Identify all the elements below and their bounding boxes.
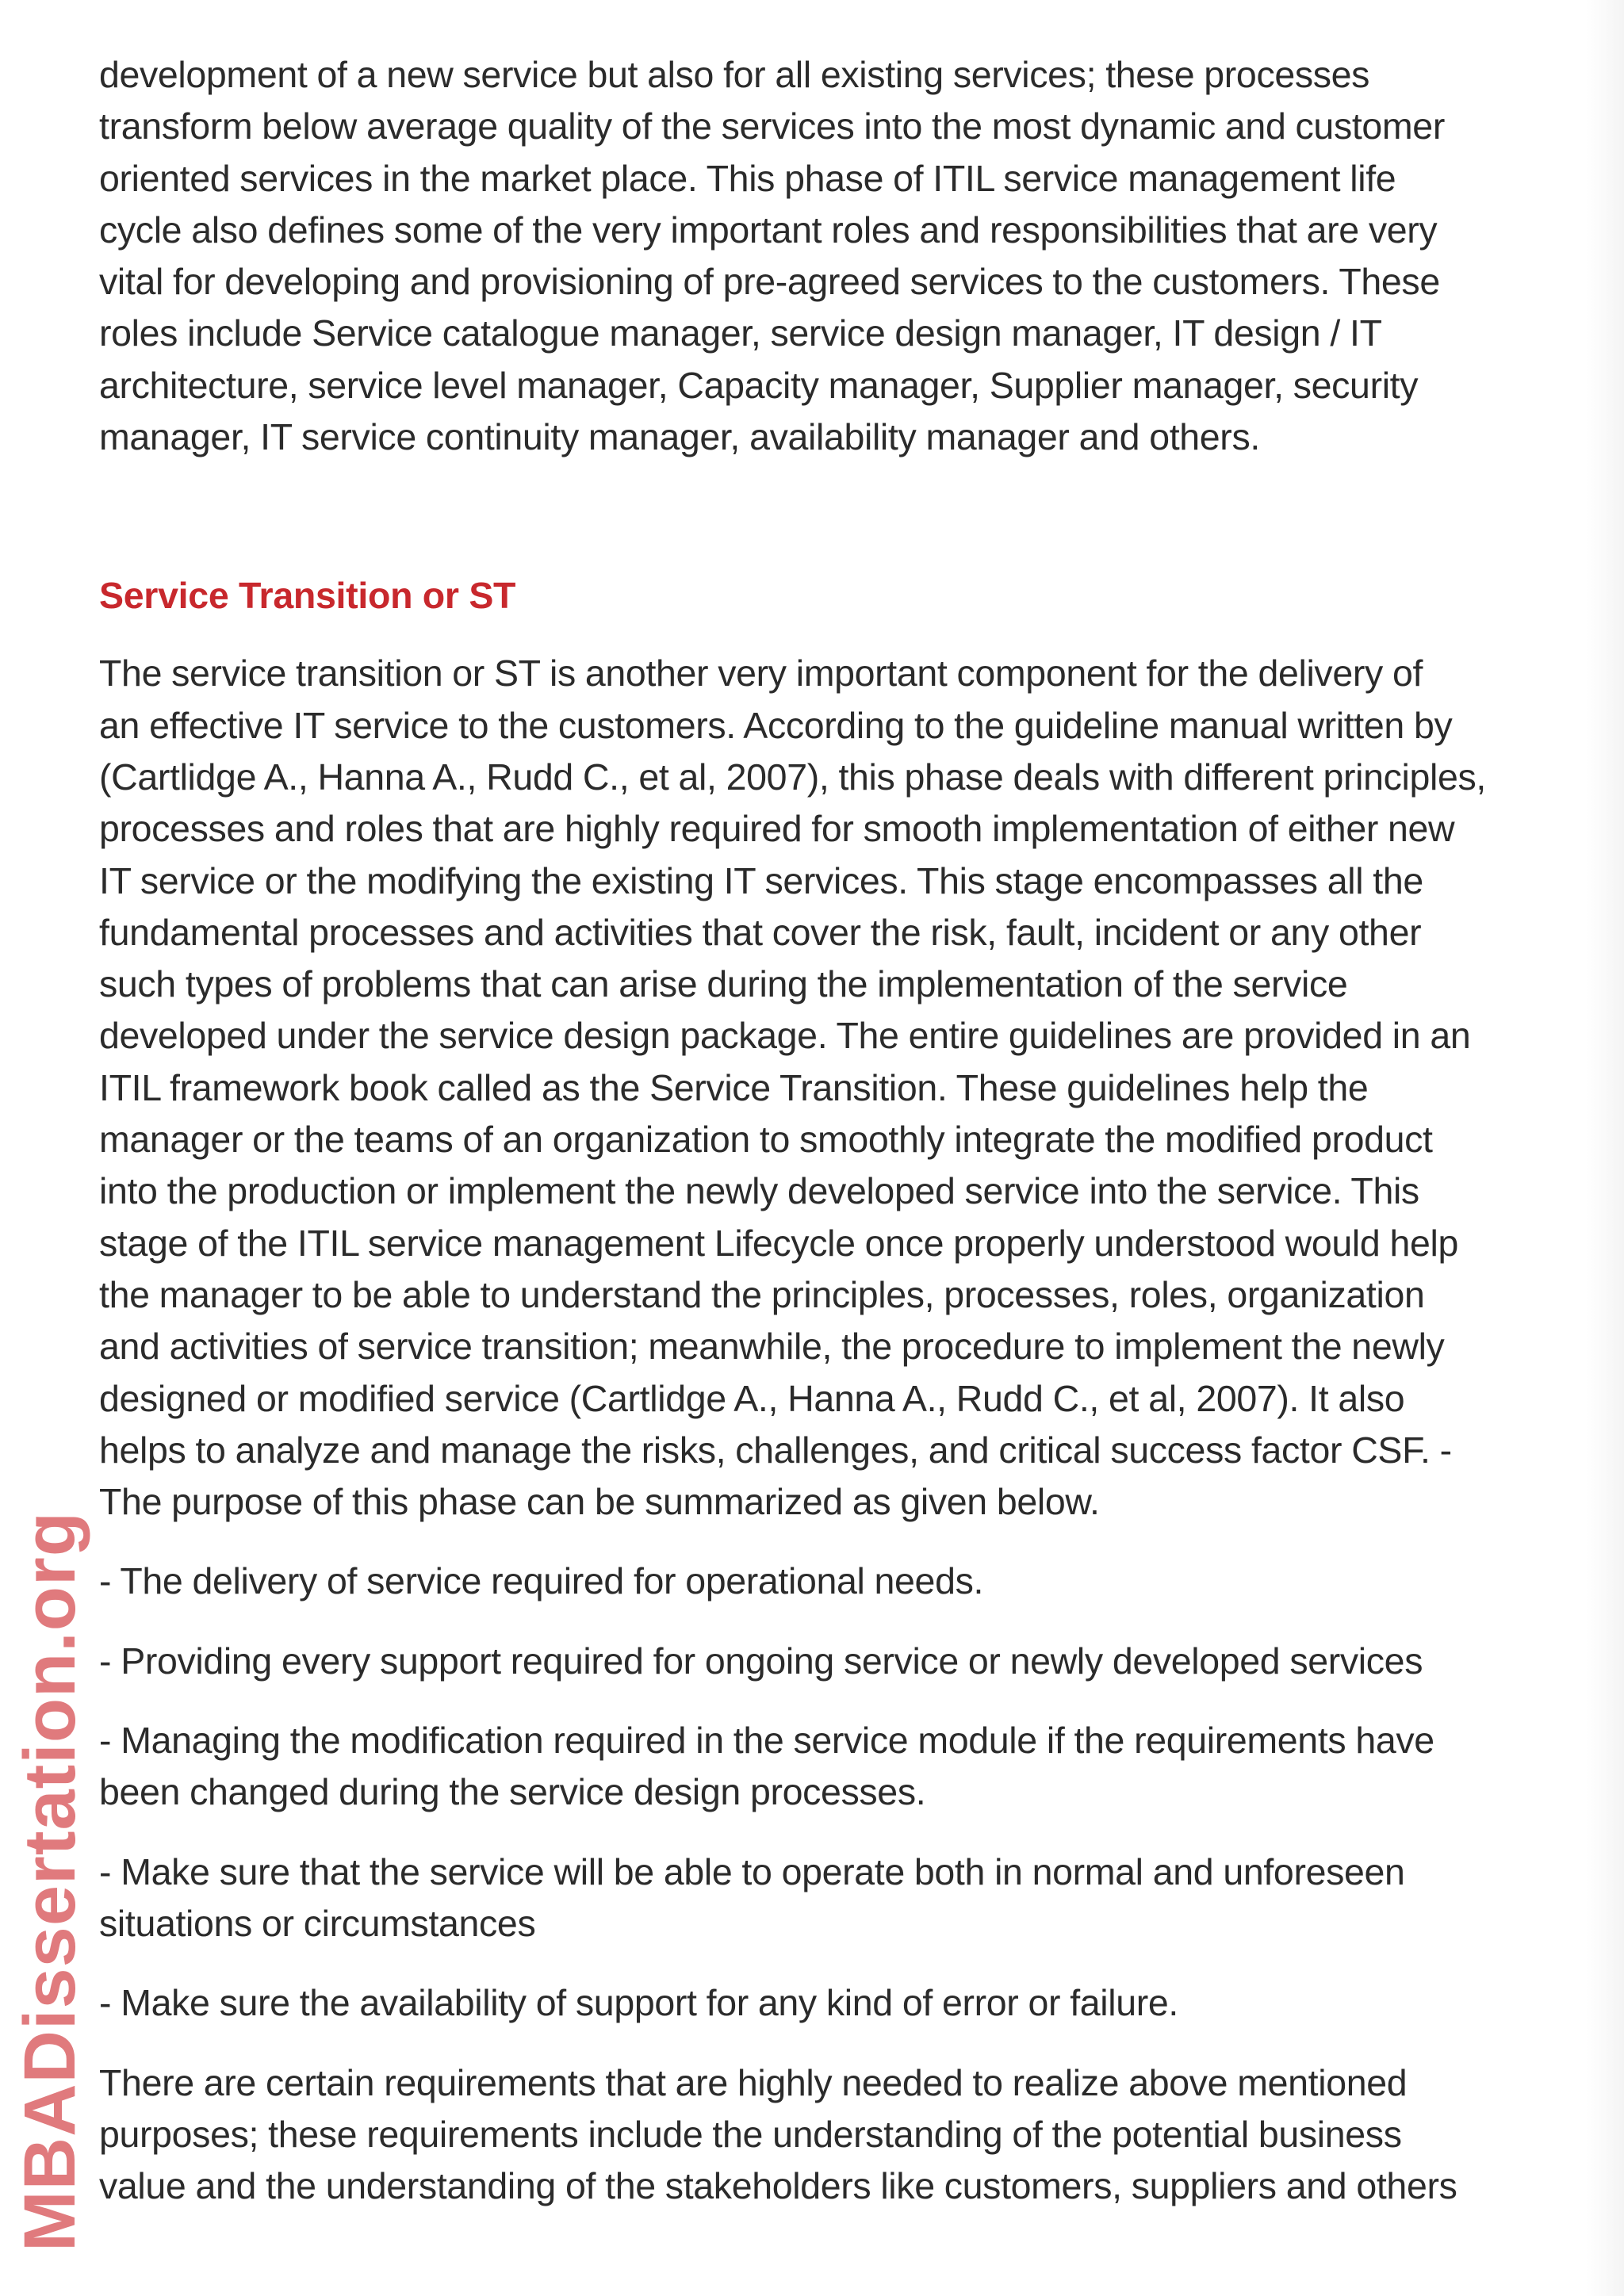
text-line: stage of the ITIL service management Lifecycle once properly understood would help [99, 1222, 1459, 1264]
intro-paragraph [99, 49, 1526, 463]
st-paragraph [99, 648, 1526, 1528]
paragraph-spacer [99, 1528, 1526, 1556]
text-line: - The delivery of service required for operational needs. [99, 1560, 984, 1602]
text-line: and activities of service transition; meanwhile, the procedure to implement the newly [99, 1326, 1445, 1368]
text-line: manager or the teams of an organization to smoothly integrate the modified product [99, 1119, 1433, 1161]
closing-paragraph [99, 2057, 1526, 2213]
paragraph-spacer [99, 1819, 1526, 1846]
text-line: into the production or implement the newly developed service into the service. This [99, 1170, 1419, 1212]
text-line: The service transition or ST is another very important component for the delivery of [99, 652, 1423, 695]
purpose-item [99, 1636, 1526, 1687]
text-line: the manager to be able to understand the principles, processes, roles, organization [99, 1273, 1425, 1315]
text-line: value and the understanding of the stakeholders like customers, suppliers and others [99, 2165, 1457, 2207]
purpose-item [99, 1846, 1526, 1950]
text-line: developed under the service design package. The entire guidelines are provided in an [99, 1015, 1471, 1057]
text-line: roles include Service catalogue manager, service design manager, IT design / IT [99, 312, 1382, 354]
text-line: manager, IT service continuity manager, availability manager and others. [99, 416, 1260, 458]
paragraph-spacer [99, 2030, 1526, 2057]
text-line: - Make sure the availability of support for any kind of error or failure. [99, 1982, 1178, 2024]
text-line: - Providing every support required for ongoing service or newly developed services [99, 1640, 1423, 1682]
text-line: cycle also defines some of the very important roles and responsibilities that are very [99, 209, 1438, 251]
text-line: architecture, service level manager, Capacity manager, Supplier manager, security [99, 364, 1419, 406]
text-line: - Make sure that the service will be able to operate both in normal and unforeseen [99, 1850, 1405, 1892]
heading-spacer [99, 622, 1526, 648]
section-heading: Service Transition or ST [99, 575, 516, 617]
text-line: The purpose of this phase can be summarized as given below. [99, 1481, 1100, 1523]
text-line: development of a new service but also for all existing services; these processes [99, 54, 1370, 95]
text-line: oriented services in the market place. This phase of ITIL service management life [99, 157, 1396, 199]
text-line: vital for developing and provisioning of pre-agreed services to the customers. These [99, 261, 1440, 303]
text-line: - Managing the modification required in the service module if the requirements have [99, 1720, 1434, 1762]
page-content [99, 49, 1526, 2212]
section-spacer [99, 463, 1526, 570]
text-line: designed or modified service (Cartlidge A., Hanna A., Rudd C., et al, 2007). It also [99, 1377, 1405, 1419]
purpose-item [99, 1715, 1526, 1819]
text-line: (Cartlidge A., Hanna A., Rudd C., et al, 2007), this phase deals with different principles, [99, 756, 1486, 798]
paragraph-spacer [99, 1950, 1526, 1977]
text-line: situations or circumstances [99, 1902, 536, 1944]
text-line: purposes; these requirements include the understanding of the potential business [99, 2113, 1402, 2155]
purpose-item [99, 1977, 1526, 2029]
text-line: ITIL framework book called as the Service Transition. These guidelines help the [99, 1066, 1369, 1108]
text-line: helps to analyze and manage the risks, challenges, and critical success factor CSF. - [99, 1429, 1452, 1471]
text-line: been changed during the service design processes. [99, 1771, 926, 1813]
text-line: such types of problems that can arise during the implementation of the service [99, 963, 1348, 1005]
text-line: processes and roles that are highly required for smooth implementation of either new [99, 808, 1455, 850]
text-line: an effective IT service to the customers. According to the guideline manual written by [99, 704, 1453, 746]
text-line: There are certain requirements that are highly needed to realize above mentioned [99, 2061, 1408, 2103]
page-edge-shade [1586, 0, 1624, 2296]
paragraph-spacer [99, 1687, 1526, 1715]
text-line: fundamental processes and activities that cover the risk, fault, incident or any other [99, 911, 1422, 953]
text-line: transform below average quality of the services into the most dynamic and customer [99, 105, 1445, 147]
paragraph-spacer [99, 1608, 1526, 1636]
watermark-logo: MBADissertation.org [10, 1511, 90, 2252]
text-line: IT service or the modifying the existing IT services. This stage encompasses all the [99, 859, 1423, 901]
purpose-item [99, 1556, 1526, 1607]
